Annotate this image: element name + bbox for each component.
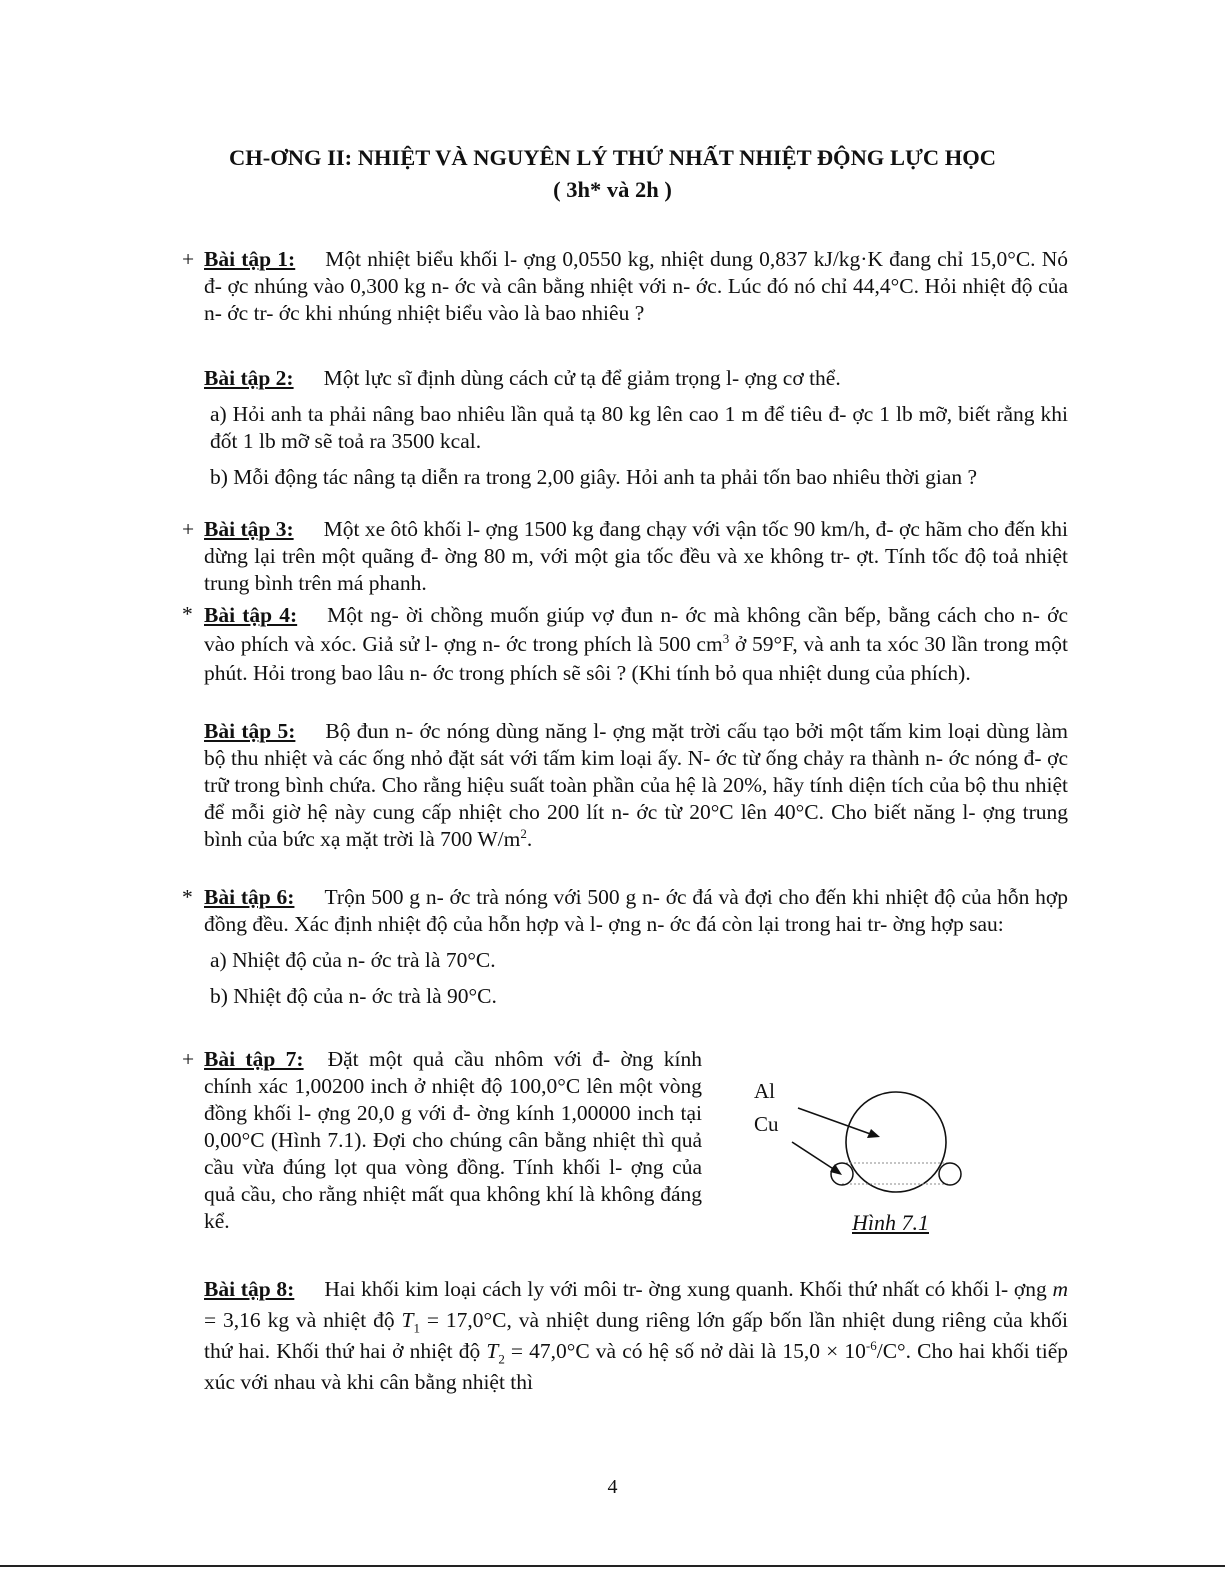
temperature-symbol: T [401, 1308, 414, 1332]
exercise-marker [182, 365, 204, 392]
exercise-label: Bài tập 2: [204, 366, 294, 390]
aluminum-sphere [846, 1092, 946, 1192]
exercise-text: Đặt một quả cầu nhôm với đ- ờng kính chính xác 1,00200 inch ở nhiệt độ 100,0°C lên một vòng đồng khối l- ợng 20,0 g với đ- ờng kính 1,00000 inch tại 0,00°C (Hình 7.1). Đợi cho chúng cân bằng nhiệt thì quả cầu vừa đúng lọt qua vòng đồng. Tính khối l- ợng của quả cầu, cho rằng nhiệt mất qua không khí là không đáng kể. [204, 1047, 703, 1233]
exercise-label: Bài tập 7: [204, 1047, 304, 1071]
chapter-title-block [0, 142, 1225, 206]
exercise-label: Bài tập 3: [204, 517, 294, 541]
exercise-marker: + [182, 1047, 195, 1071]
exercise-text: Hai khối kim loại cách ly với môi tr- ờng xung quanh. Khối thứ nhất có khối l- ợng [324, 1277, 1053, 1301]
exercise-text: Một nhiệt biểu khối l- ợng 0,0550 kg, nhiệt dung 0,837 kJ/kg·K đang chỉ 15,0°C. Nó đ- ợc nhúng vào 0,300 kg n- ớc và cân bằng nhiệt với n- ớc. Lúc đó nó chỉ 44,4°C. Hỏi nhiệt độ của n- ớc tr- ớc khi nhúng nhiệt biểu vào là bao nhiêu ? [204, 247, 1068, 325]
exercise-text: Một xe ôtô khối l- ợng 1500 kg đang chạy với vận tốc 90 km/h, đ- ợc hãm cho đến khi dừng lại trên một quãng đ- ờng 80 m, với một gia tốc đều và xe không tr- ợt. Tính tốc độ toả nhiệt trung bình trên má phanh. [204, 517, 1068, 595]
exercise-label: Bài tập 5: [204, 719, 296, 743]
exercise-text: Bộ đun n- ớc nóng dùng năng l- ợng mặt trời cấu tạo bởi một tấm kim loại dùng làm bộ thu nhiệt và các ống nhỏ đặt sát với tấm kim loại ấy. N- ớc từ ống chảy ra thành n- ớc nóng đ- ợc trữ trong bình chứa. Cho rằng hiệu suất toàn phần của hệ là 20%, hãy tính diện tích của bộ thu nhiệt để mỗi giờ hệ này cung cấp nhiệt cho 200 lít n- ớc từ 20°C lên 40°C. Cho biết năng l- ợng trung bình của bức xạ mặt trời là 700 W/m [204, 719, 1069, 851]
exercise-marker: + [182, 517, 195, 541]
arrow-cu-head [830, 1164, 842, 1175]
exercise-text: = 17,0°C, và nhiệt dung riêng lớn gấp bốn lần nhiệt dung riêng của khối thứ hai. Khối thứ hai ở nhiệt độ [204, 1308, 1068, 1363]
exercise-label: Bài tập 6: [204, 885, 295, 909]
temperature-symbol: T [486, 1339, 499, 1363]
exercise-text-continued: . [526, 827, 533, 851]
copper-ring-right [939, 1163, 961, 1185]
exercise-label: Bài tập 1: [204, 247, 296, 271]
exercise-text: Một ng- ời chồng muốn giúp vợ đun n- ớc mà không cần bếp, bằng cách cho n- ớc vào phích và xóc. Giả sử l- ợng n- ớc trong phích là 500 cm [204, 603, 1069, 656]
exercise-marker: * [182, 885, 193, 909]
figure-7-1 [748, 1076, 978, 1246]
label-al: Al [754, 1079, 775, 1103]
chapter-title: CH-ƠNG II: NHIỆT VÀ NGUYÊN LÝ THỨ NHẤT NHIỆT ĐỘNG LỰC HỌC [229, 145, 996, 170]
exercise-marker: + [182, 247, 195, 271]
exercise-marker [182, 718, 204, 853]
exercise-text: = 3,16 kg và nhiệt độ [204, 1308, 402, 1332]
mass-symbol: m [1052, 1277, 1069, 1301]
exercise-part-b: b) Mỗi động tác nâng tạ diễn ra trong 2,00 giây. Hỏi anh ta phải tốn bao nhiêu thời gian ? [210, 465, 978, 489]
exercise-2 [182, 365, 1068, 491]
exercise-text: Trộn 500 g n- ớc trà nóng với 500 g n- ớc đá và đợi cho đến khi nhiệt độ của hỗn hợp đồng đều. Xác định nhiệt độ của hỗn hợp và l- ợng n- ớc đá còn lại trong hai tr- ờng hợp sau: [204, 885, 1068, 936]
label-cu: Cu [754, 1112, 779, 1136]
arrow-al-line [798, 1108, 876, 1136]
exercise-1 [182, 246, 1068, 327]
exercise-5 [182, 718, 1068, 853]
subscript-1: 1 [413, 1320, 420, 1336]
exercise-text: Một lực sĩ định dùng cách cử tạ để giảm trọng l- ợng cơ thể. [323, 366, 841, 390]
subscript-2: 2 [498, 1351, 505, 1367]
superscript: 2 [520, 825, 527, 841]
bottom-border [0, 1565, 1225, 1567]
exercise-marker: * [182, 602, 193, 626]
exercise-text-continued: ở 59°F, và anh ta xóc 30 lần trong một phút. Hỏi trong bao lâu n- ớc trong phích sẽ sôi ? (Khi tính bỏ qua nhiệt dung của phích). [204, 632, 1068, 685]
superscript: -6 [865, 1337, 877, 1353]
figure-caption: Hình 7.1 [852, 1210, 929, 1235]
exercise-4 [182, 601, 1068, 688]
exercise-8 [182, 1274, 1068, 1398]
exercise-label: Bài tập 8: [204, 1277, 295, 1301]
chapter-hours: ( 3h* và 2h ) [553, 177, 672, 202]
exercise-text: = 47,0°C và có hệ số nở dài là 15,0 × 10 [504, 1339, 866, 1363]
exercise-7 [182, 1046, 702, 1235]
exercise-6 [182, 884, 1068, 1010]
exercise-part-a: a) Nhiệt độ của n- ớc trà là 70°C. [210, 948, 496, 972]
page-number: 4 [607, 1476, 618, 1498]
exercise-label: Bài tập 4: [204, 603, 298, 627]
exercise-marker [182, 1274, 204, 1398]
exercise-part-b: b) Nhiệt độ của n- ớc trà là 90°C. [210, 984, 497, 1008]
exercise-part-a: a) Hỏi anh ta phải nâng bao nhiêu lần quả tạ 80 kg lên cao 1 m để tiêu đ- ợc 1 lb mỡ, biết rằng khi đốt 1 lb mỡ sẽ toả ra 3500 kcal. [210, 402, 1068, 453]
arrow-cu-line [792, 1142, 838, 1172]
exercise-text: /C°. Cho hai khối tiếp xúc với nhau và khi cân bằng nhiệt thì [204, 1339, 1068, 1394]
exercise-3 [182, 516, 1068, 597]
superscript: 3 [722, 630, 730, 646]
